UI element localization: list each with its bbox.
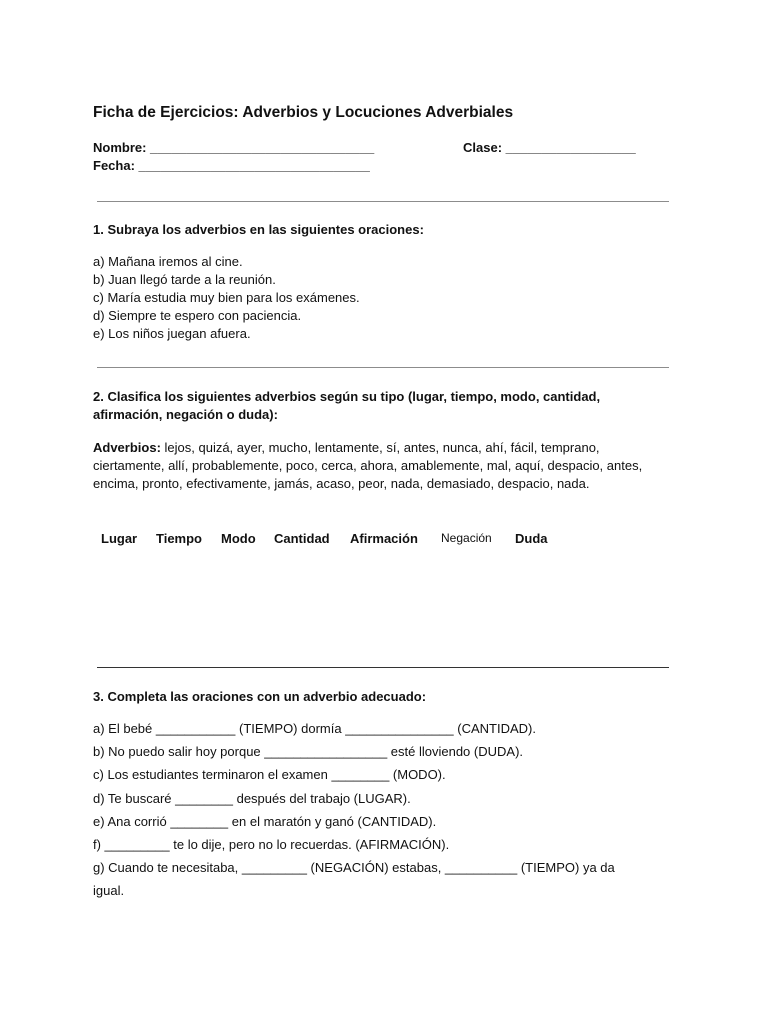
section2-question-line1: 2. Clasifica los siguientes adverbios según su tipo (lugar, tiempo, modo, cantidad, (93, 389, 601, 404)
section3-item: g) Cuando te necesitaba, _________ (NEGACIÓN) estabas, __________ (TIEMPO) ya da (93, 860, 615, 875)
section3-item: f) _________ te lo dije, pero no lo recuerdas. (AFIRMACIÓN). (93, 837, 450, 852)
section3-item: a) El bebé ___________ (TIEMPO) dormía _______________ (CANTIDAD). (93, 721, 536, 736)
section1-item: a) Mañana iremos al cine. (93, 254, 243, 269)
section3-item: igual. (93, 883, 125, 898)
column-header-modo: Modo (221, 531, 256, 546)
class-field: Clase: __________________ (463, 140, 636, 155)
page-title: Ficha de Ejercicios: Adverbios y Locuciones Adverbiales (93, 104, 514, 121)
section1-question: 1. Subraya los adverbios en las siguientes oraciones: (93, 222, 424, 237)
divider-3 (97, 667, 669, 668)
column-header-tiempo: Tiempo (156, 531, 202, 546)
divider-1 (97, 201, 669, 202)
date-field: Fecha: ________________________________ (93, 158, 370, 173)
section1-item: d) Siempre te espero con paciencia. (93, 308, 302, 323)
section1-item: b) Juan llegó tarde a la reunión. (93, 272, 276, 287)
column-header-duda: Duda (515, 531, 548, 546)
section2-question-line2: afirmación, negación o duda): (93, 407, 278, 422)
adverbs-label: Adverbios: (93, 440, 161, 455)
adverbs-text: lejos, quizá, ayer, mucho, lentamente, sí, antes, nunca, ahí, fácil, temprano, ciertamente, allí, probablemente, poco, cerca, ahora, amablemente, mal, aquí, despacio, antes, encima, pronto, efectivamente, jamás, acaso, peor, nada, demasiado, despacio, nada. (93, 440, 643, 491)
section1-item: e) Los niños juegan afuera. (93, 326, 251, 341)
column-header-lugar: Lugar (101, 531, 138, 546)
section3-question: 3. Completa las oraciones con un adverbio adecuado: (93, 689, 427, 704)
section3-item: e) Ana corrió ________ en el maratón y ganó (CANTIDAD). (93, 814, 437, 829)
divider-2 (97, 367, 669, 368)
adverbs-list (93, 439, 665, 493)
section1-item: c) María estudia muy bien para los exámenes. (93, 290, 360, 305)
name-field: Nombre: _______________________________ (93, 140, 375, 155)
section3-item: c) Los estudiantes terminaron el examen ________ (MODO). (93, 767, 446, 782)
column-header-cantidad: Cantidad (274, 531, 330, 546)
section3-item: b) No puedo salir hoy porque _________________ esté lloviendo (DUDA). (93, 744, 524, 759)
column-header-afirmacion: Afirmación (350, 531, 418, 546)
column-header-negacion: Negación (441, 531, 492, 545)
section3-item: d) Te buscaré ________ después del trabajo (LUGAR). (93, 791, 411, 806)
